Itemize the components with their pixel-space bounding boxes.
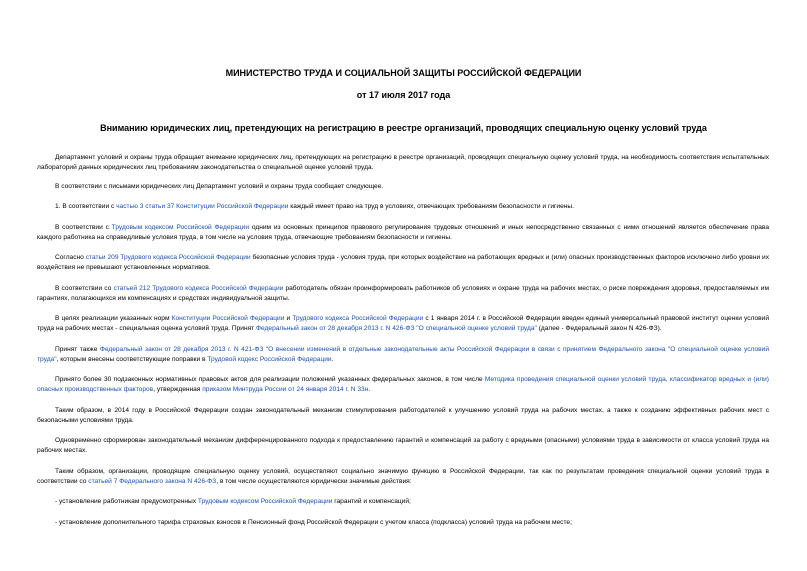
paragraph-text: , которым внесены соответствующие поправки в	[56, 356, 208, 363]
paragraph-text: Таким образом, в 2014 году в Российской Федерации создан законодательный механизм стимулирования работодателей к улучшению условий труда на рабочих местах, а также к созданию эффективных рабочих мест с безопасными условиями труда.	[37, 407, 769, 424]
document-subject: Вниманию юридических лиц, претендующих на регистрацию в реестре организаций, проводящих специальную оценку условий труда	[100, 123, 707, 133]
paragraph-12	[37, 467, 769, 487]
link-methodology[interactable]: Методика проведения специальной оценки условий труда, классификатор вредных и (или) опасных производственных факторов	[37, 376, 769, 393]
paragraph-text: (далее - Федеральный закон N 426-ФЗ).	[536, 325, 662, 332]
paragraph-text: , в том числе осуществляются юридически значимые действия:	[216, 478, 412, 485]
paragraph-13	[37, 497, 769, 507]
paragraph-text: безопасные условия труда - условия труда, при которых воздействие на работающих вредных и (или) опасных производственных факторов исключено либо уровни их воздействия не превышают установленных нормативов.	[37, 254, 769, 271]
paragraph-text: Одновременно сформирован законодательный механизм дифференцированного подхода к предоставлению гарантий и компенсаций за работу с вредными (опасными) условиями труда в зависимости от класса условий труда на рабочих местах.	[37, 437, 769, 454]
document-date: от 17 июля 2017 года	[356, 90, 451, 100]
paragraph-text: и	[284, 315, 293, 322]
link-federal-law-426[interactable]: Федеральный закон от 28 декабря 2013 г. N 426-ФЗ "О специальной оценке условий труда"	[256, 325, 537, 332]
paragraph-text: Таким образом, организации, проводящие специальную оценку условий, осуществляют социально значимую функцию в Российской Федерации, так как по результатам проведения специальной оценки условий труда в соответствии со	[37, 468, 769, 485]
paragraph-10	[37, 406, 769, 426]
paragraph-text: В целях реализации указанных норм	[55, 315, 172, 322]
paragraph-text: работодатель обязан проинформировать работников об условиях и охране труда на рабочих местах, о риске повреждения здоровья, предоставляемых им гарантиях, полагающихся им компенсациях и средствах индивидуальной защиты.	[37, 285, 770, 302]
paragraph-6	[37, 284, 769, 304]
ministry-title: МИНИСТЕРСТВО ТРУДА И СОЦИАЛЬНОЙ ЗАЩИТЫ РОССИЙСКОЙ ФЕДЕРАЦИИ	[225, 68, 582, 78]
link-labor-code[interactable]: Трудовой кодекс Российской Федерации	[207, 356, 332, 363]
paragraph-text: 1. В соответствии с	[55, 203, 117, 210]
paragraph-text: гарантий и компенсаций;	[332, 498, 411, 505]
paragraph-2	[37, 182, 769, 192]
paragraph-4	[37, 223, 769, 243]
paragraph-8	[37, 345, 769, 365]
paragraph-text: .	[331, 356, 334, 363]
paragraph-text: Департамент условий и охраны труда обращает внимание юридических лиц, претендующих на регистрацию в реестре организаций, проводящих специальную оценку условий труда, на необходимость соответствия испытательных лабораторий данных юридических лиц требованиям законодательства о специальной оценке условий труда.	[37, 154, 769, 171]
link-constitution[interactable]: Конституции Российской Федерации	[171, 315, 285, 322]
paragraph-text: одним из основных принципов правового регулирования трудовых отношений и иных непосредственно связанных с ними отношений является обеспечение права каждого работника на справедливые условия труда, в том числе на условия труда, отвечающие требованиям безопасности и гигиены.	[37, 224, 770, 241]
paragraph-text: .	[368, 386, 371, 393]
paragraph-text: - установление работникам предусмотренных	[55, 498, 198, 505]
link-labor-code-article-212[interactable]: статьей 212 Трудового кодекса Российской Федерации	[113, 285, 284, 292]
paragraph-text: В соответствии с письмами юридических лиц Департамент условий и охраны труда сообщает следующее.	[55, 183, 384, 190]
paragraph-14	[37, 518, 769, 528]
link-labor-code[interactable]: Трудовым кодексом Российской Федерации	[197, 498, 333, 505]
link-labor-code-article-209[interactable]: статьи 209 Трудового кодекса Российской Федерации	[85, 254, 251, 261]
link-labor-code[interactable]: Трудовым кодексом Российской Федерации	[111, 224, 250, 231]
paragraph-3	[37, 202, 769, 212]
link-federal-law-426-article-7[interactable]: статьей 7 Федерального закона N 426-ФЗ	[88, 478, 217, 485]
paragraph-5	[37, 253, 769, 273]
paragraph-text: с 1 января 2014 г. в Российской Федерации введен единый универсальный правовой институт оценки условий труда на рабочих местах - специальная оценка условий труда. Принят	[37, 315, 770, 332]
link-constitution-article-37[interactable]: частью 3 статьи 37 Конституции Российской Федерации	[116, 203, 289, 210]
paragraph-text: Согласно	[55, 254, 86, 261]
link-federal-law-421[interactable]: Федеральный закон от 28 декабря 2013 г. N 421-ФЗ "О внесении изменений в отдельные законодательные акты Российской Федерации в связи с принятием Федерального закона "О специальной оценке условий труда"	[37, 346, 770, 363]
paragraph-text: Принят также	[55, 346, 100, 353]
paragraph-text: , утвержденная	[153, 386, 203, 393]
paragraph-text: В соответствии со	[55, 285, 114, 292]
link-order-33n[interactable]: приказом Минтруда России от 24 января 2014 г. N 33н	[202, 386, 369, 393]
paragraph-11	[37, 436, 769, 456]
paragraph-text: В соответствии с	[55, 224, 112, 231]
paragraph-text: каждый имеет право на труд в условиях, отвечающих требованиям безопасности и гигиены.	[288, 203, 574, 210]
link-labor-code[interactable]: Трудового кодекса Российской Федерации	[292, 315, 424, 322]
paragraph-text: - установление дополнительного тарифа страховых взносов в Пенсионный фонд Российской Федерации с учетом класса (подкласса) условий труда на рабочем месте;	[55, 519, 572, 526]
paragraph-7	[37, 314, 769, 334]
paragraph-9	[37, 375, 769, 395]
paragraph-text: Принято более 30 подзаконных нормативных правовых актов для реализации положений указанных федеральных законов, в том числе	[55, 376, 485, 383]
paragraph-1	[37, 153, 769, 173]
